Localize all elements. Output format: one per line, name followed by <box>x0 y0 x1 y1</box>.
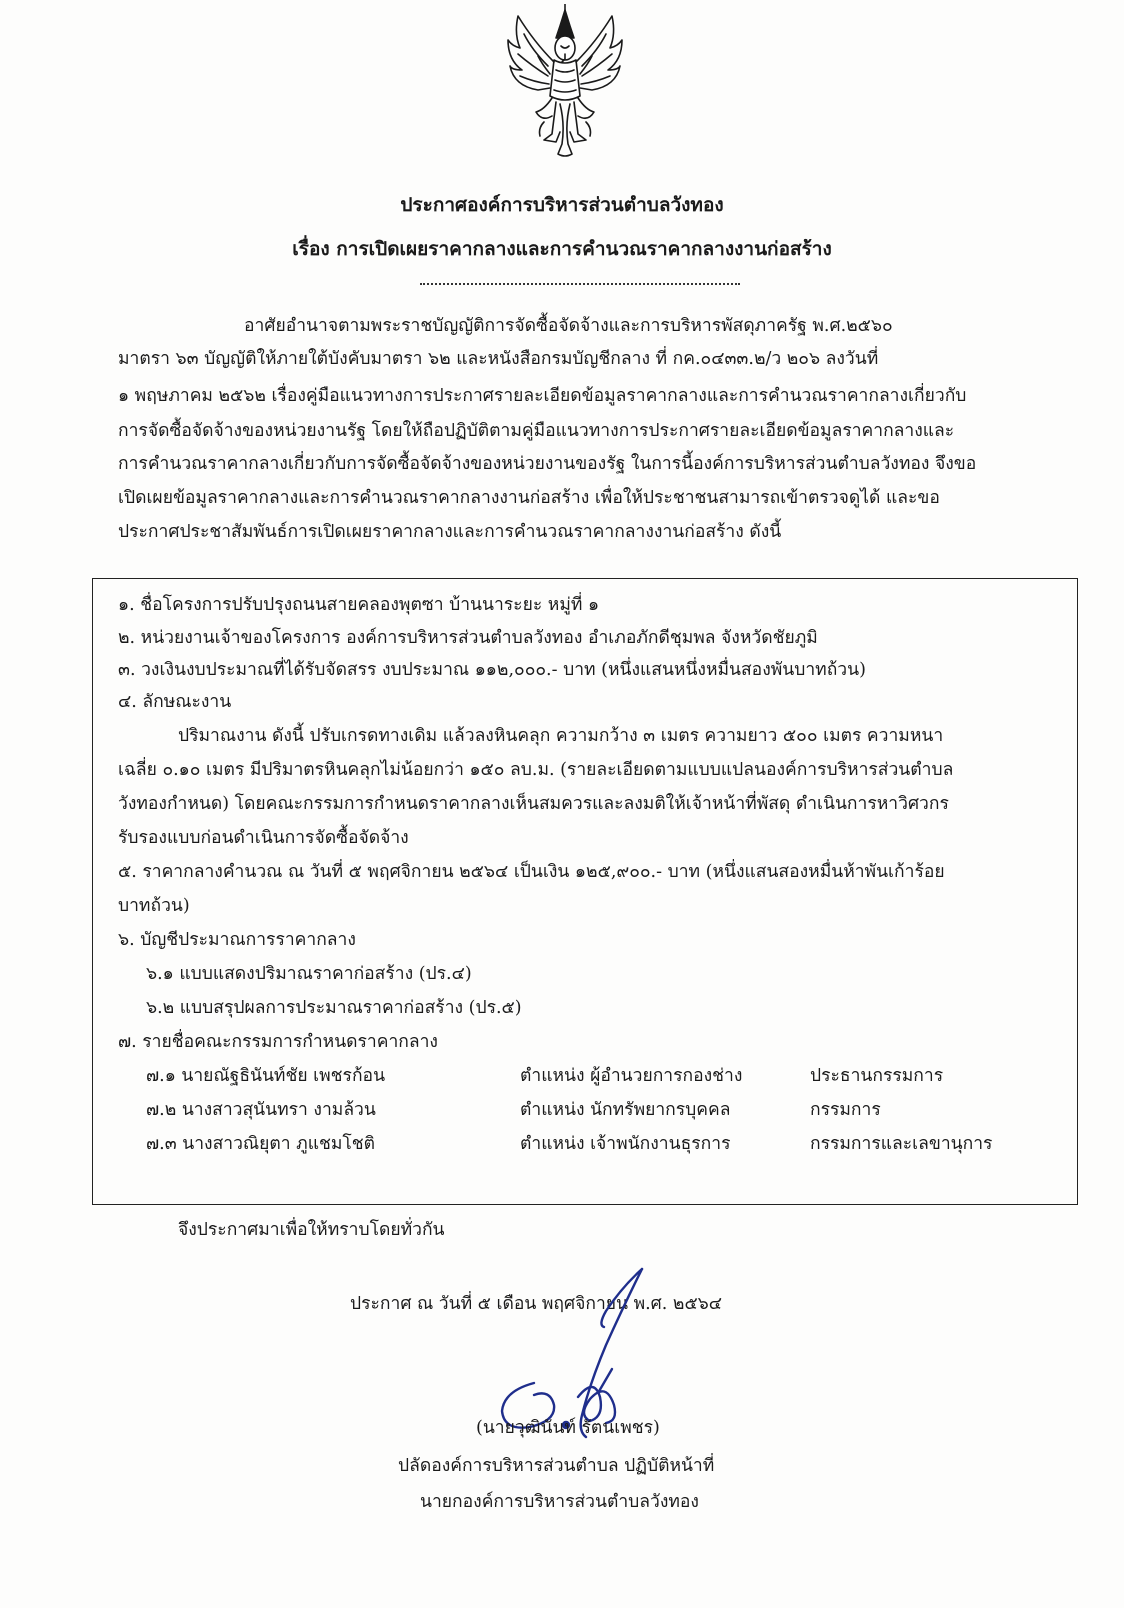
preamble-line: ๑ พฤษภาคม ๒๕๖๒ เรื่องคู่มือแนวทางการประกาศรายละเอียดข้อมูลราคากลางและการคำนวณราคากลางเกี่ยวกับ <box>118 386 967 406</box>
item-estimate-sub: ๖.๒ แบบสรุปผลการประมาณราคาก่อสร้าง (ปร.๕) <box>146 998 522 1018</box>
preamble-line: มาตรา ๖๓ บัญญัติให้ภายใต้บังคับมาตรา ๖๒ และหนังสือกรมบัญชีกลาง ที่ กค.๐๔๓๓.๒/ว ๒๐๖ ลงวันที่ <box>118 349 879 369</box>
committee-member-position: ตำแหน่ง เจ้าพนักงานธุรการ <box>520 1134 731 1154</box>
signatory-title: นายกองค์การบริหารส่วนตำบลวังทอง <box>420 1492 699 1512</box>
preamble-line: เปิดเผยข้อมูลราคากลางและการคำนวณราคากลางงานก่อสร้าง เพื่อให้ประชาชนสามารถเข้าตรวจดูได้ และขอ <box>118 488 940 508</box>
item-work-detail-line: วังทองกำหนด) โดยคณะกรรมการกำหนดราคากลางเห็นสมควรและลงมติให้เจ้าหน้าที่พัสดุ ดำเนินการหาวิศวกร <box>118 794 949 814</box>
signatory-name: (นายวุฒินันท์ รัตนเพชร) <box>476 1418 660 1438</box>
committee-member-role: กรรมการ <box>810 1100 881 1120</box>
preamble-line: การคำนวณราคากลางเกี่ยวกับการจัดซื้อจัดจ้างของหน่วยงานของรัฐ ในการนี้องค์การบริหารส่วนตำบลวังทอง จึงขอ <box>118 454 977 474</box>
item-median-price: บาทถ้วน) <box>118 896 190 916</box>
item-estimate-sub: ๖.๑ แบบแสดงปริมาณราคาก่อสร้าง (ปร.๔) <box>146 964 472 984</box>
committee-member-role: กรรมการและเลขานุการ <box>810 1134 993 1154</box>
item-work-type-heading: ๔. ลักษณะงาน <box>118 692 232 712</box>
preamble-line: ประกาศประชาสัมพันธ์การเปิดเผยราคากลางและการคำนวณราคากลางงานก่อสร้าง ดังนี้ <box>118 522 782 542</box>
committee-member-name: ๗.๓ นางสาวณิยุตา ภูแชมโชติ <box>146 1134 376 1154</box>
item-owner-agency: ๒. หน่วยงานเจ้าของโครงการ องค์การบริหารส่วนตำบลวังทอง อำเภอภักดีชุมพล จังหวัดชัยภูมิ <box>118 628 818 648</box>
preamble-line: อาศัยอำนาจตามพระราชบัญญัติการจัดซื้อจัดจ้างและการบริหารพัสดุภาครัฐ พ.ศ.๒๕๖๐ <box>244 316 893 336</box>
committee-member-role: ประธานกรรมการ <box>810 1066 944 1086</box>
item-median-price: ๕. ราคากลางคำนวณ ณ วันที่ ๕ พฤศจิกายน ๒๕๖๔ เป็นเงิน ๑๒๕,๙๐๐.- บาท (หนึ่งแสนสองหมื่นห้าพันเก้าร้อย <box>118 862 945 882</box>
document-title: ประกาศองค์การบริหารส่วนตำบลวังทอง <box>400 194 724 216</box>
dotted-divider <box>420 283 740 285</box>
preamble-line: การจัดซื้อจัดจ้างของหน่วยงานรัฐ โดยให้ถือปฏิบัติตามคู่มือแนวทางการประกาศรายละเอียดข้อมูลราคากลางและ <box>118 421 955 441</box>
item-work-detail-line: ปริมาณงาน ดังนี้ ปรับเกรดทางเดิม แล้วลงหินคลุก ความกว้าง ๓ เมตร ความยาว ๕๐๐ เมตร ความหนา <box>178 726 944 746</box>
garuda-emblem <box>504 4 626 158</box>
committee-member-name: ๗.๒ นางสาวสุนันทรา งามล้วน <box>146 1100 376 1120</box>
document-subject: เรื่อง การเปิดเผยราคากลางและการคำนวณราคากลางงานก่อสร้าง <box>292 238 832 260</box>
closing-statement: จึงประกาศมาเพื่อให้ทราบโดยทั่วกัน <box>178 1220 445 1240</box>
signatory-title: ปลัดองค์การบริหารส่วนตำบล ปฏิบัติหน้าที่ <box>398 1456 715 1476</box>
announce-date: ประกาศ ณ วันที่ ๕ เดือน พฤศจิกายน พ.ศ. ๒๕๖๔ <box>350 1294 723 1314</box>
committee-member-position: ตำแหน่ง นักทรัพยากรบุคคล <box>520 1100 731 1120</box>
committee-member-position: ตำแหน่ง ผู้อำนวยการกองช่าง <box>520 1066 743 1086</box>
item-work-detail-line: รับรองแบบก่อนดำเนินการจัดซื้อจัดจ้าง <box>118 828 409 848</box>
item-budget: ๓. วงเงินงบประมาณที่ได้รับจัดสรร งบประมาณ ๑๑๒,๐๐๐.- บาท (หนึ่งแสนหนึ่งหมื่นสองพันบาทถ้วน) <box>118 660 866 680</box>
item-estimate-heading: ๖. บัญชีประมาณการราคากลาง <box>118 930 356 950</box>
item-project-name: ๑. ชื่อโครงการปรับปรุงถนนสายคลองพุตซา บ้านนาระยะ หมู่ที่ ๑ <box>118 595 600 615</box>
committee-member-name: ๗.๑ นายณัฐธินันท์ชัย เพชรก้อน <box>146 1066 386 1086</box>
item-work-detail-line: เฉลี่ย ๐.๑๐ เมตร มีปริมาตรหินคลุกไม่น้อยกว่า ๑๕๐ ลบ.ม. (รายละเอียดตามแบบแปลนองค์การบริหารส่วนตำบล <box>118 760 954 780</box>
item-committee-heading: ๗. รายชื่อคณะกรรมการกำหนดราคากลาง <box>118 1032 438 1052</box>
